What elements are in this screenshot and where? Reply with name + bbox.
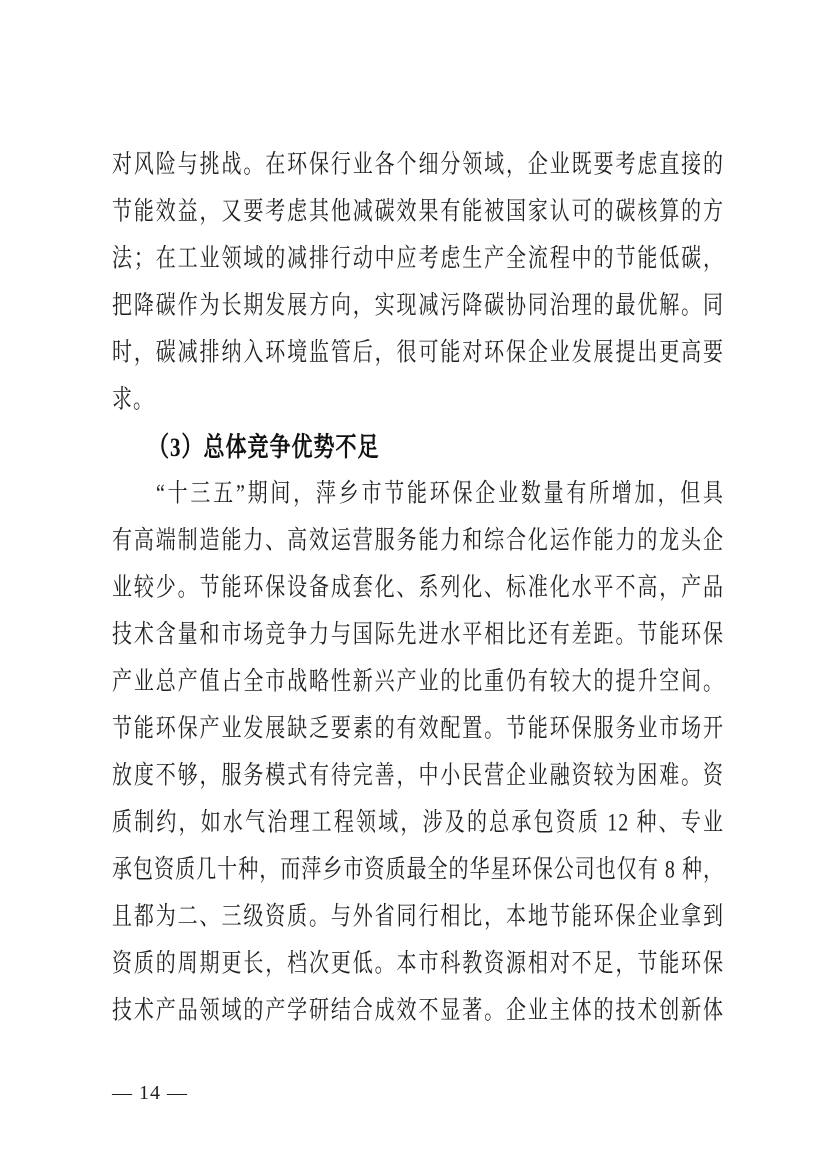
text-line: 产业总产值占全市战略性新兴产业的比重仍有较大的提升空间。	[112, 667, 724, 696]
text-line: 业较少。节能环保设备成套化、系列化、标准化水平不高，产品	[112, 573, 724, 602]
page-number-footer	[112, 1080, 188, 1106]
text-line: 节能效益，又要考虑其他减碳效果有能被国家认可的碳核算的方	[112, 197, 724, 226]
text-line: 求。	[112, 385, 154, 414]
text-line: 节能环保产业发展缺乏要素的有效配置。节能环保服务业市场开	[112, 714, 724, 743]
page-number: — 14 —	[112, 1082, 188, 1104]
paragraph-risks-and-challenges	[112, 142, 724, 424]
text-line: 法；在工业领域的减排行动中应考虑生产全流程中的节能低碳，	[112, 244, 724, 273]
text-line: 对风险与挑战。在环保行业各个细分领域，企业既要考虑直接的	[112, 150, 724, 179]
text-line: 技术产品领域的产学研结合成效不显著。企业主体的技术创新体	[112, 996, 724, 1025]
text-line: 质制约，如水气治理工程领域，涉及的总承包资质 12 种、专业	[112, 808, 724, 837]
text-line: 技术含量和市场竞争力与国际先进水平相比还有差距。节能环保	[112, 620, 724, 649]
paragraph-competitive-disadvantage	[112, 471, 724, 1035]
text-line: 承包资质几十种，而萍乡市资质最全的华星环保公司也仅有 8 种，	[112, 855, 724, 884]
text-line: 放度不够，服务模式有待完善，中小民营企业融资较为困难。资	[112, 761, 724, 790]
text-line: 且都为二、三级资质。与外省同行相比，本地节能环保企业拿到	[112, 902, 724, 931]
section-heading: （3）总体竞争优势不足	[148, 431, 380, 463]
text-line: 把降碳作为长期发展方向，实现减污降碳协同治理的最优解。同	[112, 291, 724, 320]
text-line: 时，碳减排纳入环境监管后，很可能对环保企业发展提出更高要	[112, 338, 724, 367]
text-line: 有高端制造能力、高效运营服务能力和综合化运作能力的龙头企	[112, 526, 724, 555]
text-line: 资质的周期更长，档次更低。本市科教资源相对不足，节能环保	[112, 949, 724, 978]
document-body	[112, 142, 724, 1035]
text-line: “十三五”期间，萍乡市节能环保企业数量有所增加，但具	[156, 479, 724, 508]
